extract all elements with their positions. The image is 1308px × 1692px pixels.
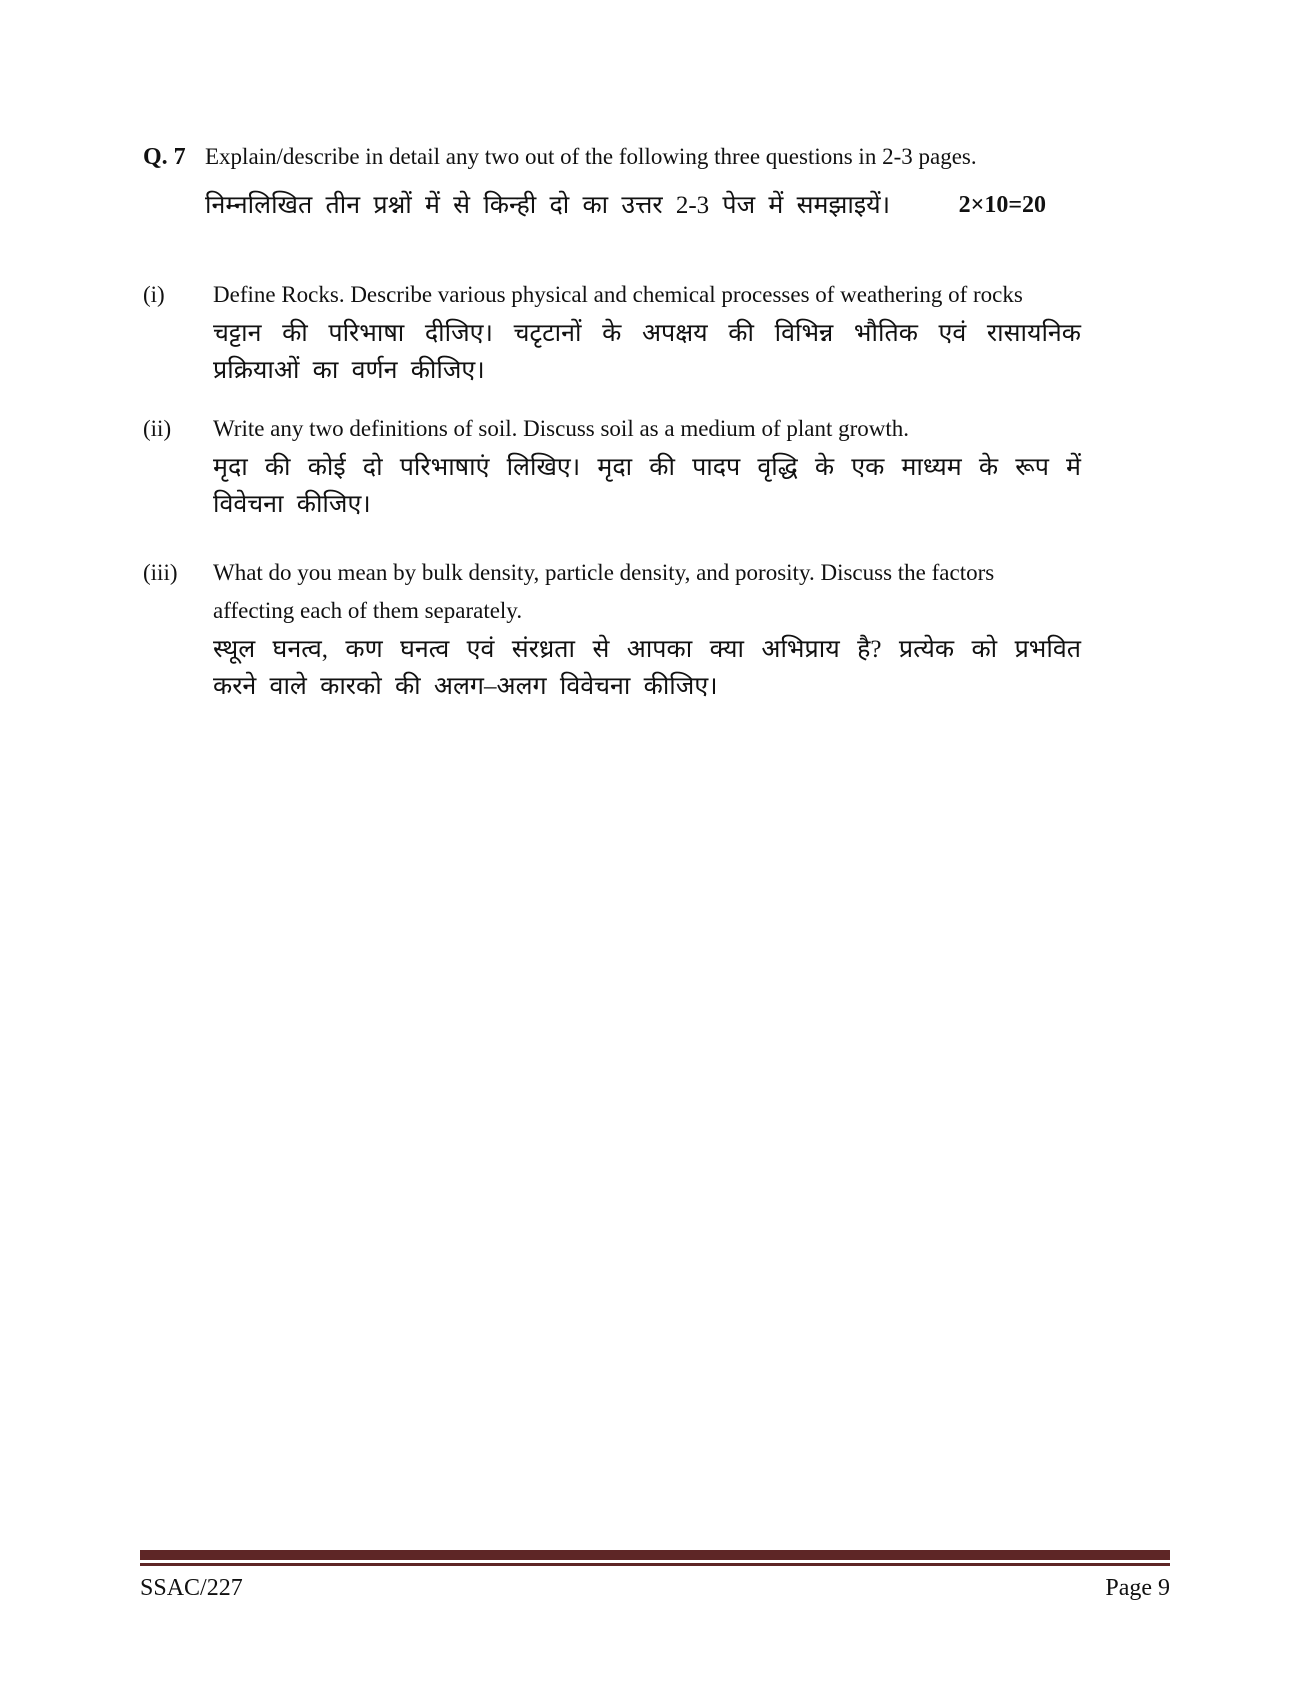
sub-question-ii-hindi: मृदा की कोई दो परिभाषाएं लिखिए। मृदा की पादप वृद्धि के एक माध्यम के रूप में विवेचना कीजिए। <box>213 454 1081 518</box>
sub-question-ii <box>143 410 1083 523</box>
sub-question-i <box>143 276 1083 389</box>
footer-page-number: Page 9 <box>1105 1575 1170 1601</box>
sub-question-iii-label: (iii) <box>143 560 178 585</box>
footer-rule-thin <box>140 1563 1170 1566</box>
question-number: Q. 7 <box>143 144 186 170</box>
question-text-english: Explain/describe in detail any two out of the following three questions in 2-3 pages. <box>205 144 977 169</box>
sub-question-iii-english: What do you mean by bulk density, particle density, and porosity. Discuss the factors affecting each of them separately. <box>213 560 995 623</box>
question-7-block <box>143 138 1046 224</box>
footer-rule-thick <box>140 1550 1170 1560</box>
sub-question-ii-english: Write any two definitions of soil. Discuss soil as a medium of plant growth. <box>213 416 910 441</box>
sub-question-ii-label: (ii) <box>143 416 172 441</box>
marks-value: 2×10=20 <box>958 192 1046 218</box>
sub-question-iii <box>143 554 1083 705</box>
page-footer <box>140 1550 1170 1603</box>
sub-question-iii-hindi: स्थूल घनत्व, कण घनत्व एवं संरध्रता से आपका क्या अभिप्राय है? प्रत्येक को प्रभवित करने वाले कारको की अलग–अलग विवेचना कीजिए। <box>213 636 1081 700</box>
sub-question-i-hindi: चट्टान की परिभाषा दीजिए। चटृटानों के अपक्षय की विभिन्न भौतिक एवं रासायनिक प्रक्रियाओं का वर्णन कीजिए। <box>213 320 1081 384</box>
sub-question-i-label: (i) <box>143 282 165 307</box>
question-text-hindi: निम्नलिखित तीन प्रश्नों में से किन्ही दो का उत्तर 2-3 पेज में समझाइयें। <box>205 192 891 219</box>
sub-question-i-english: Define Rocks. Describe various physical and chemical processes of weathering of rocks <box>213 282 1023 307</box>
footer-paper-code: SSAC/227 <box>140 1575 243 1601</box>
